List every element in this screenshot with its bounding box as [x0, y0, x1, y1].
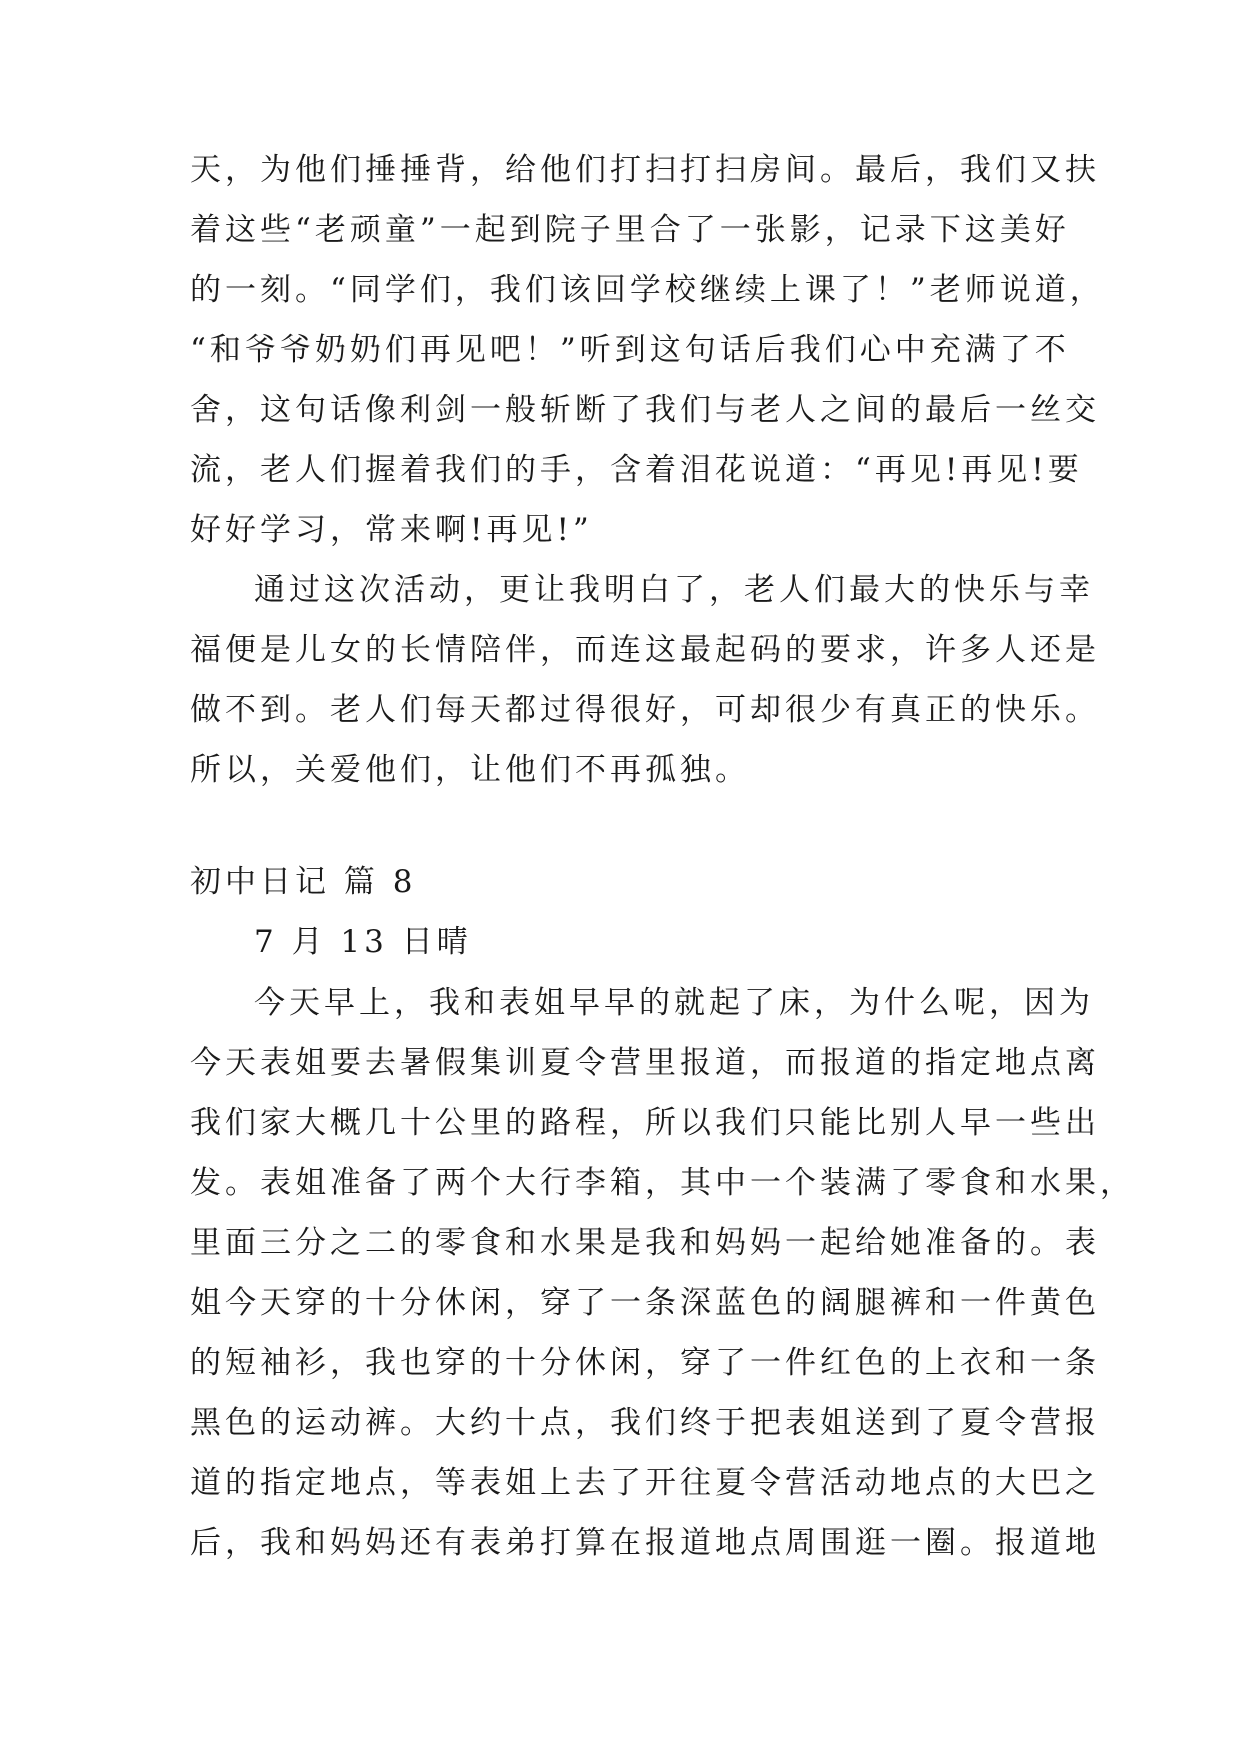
date-line: 7 月 13 日晴	[254, 924, 472, 960]
paragraph-line: 好好学习，常来啊!再见!”	[190, 512, 593, 548]
paragraph-line: 姐今天穿的十分休闲，穿了一条深蓝色的阔腿裤和一件黄色	[190, 1285, 1100, 1321]
section-title: 初中日记 篇 8	[190, 864, 417, 900]
paragraph-line: 今天早上，我和表姐早早的就起了床，为什么呢，因为	[254, 985, 1094, 1021]
paragraph-line: 发。表姐准备了两个大行李箱，其中一个装满了零食和水果，	[190, 1165, 1135, 1201]
paragraph-line: 黑色的运动裤。大约十点，我们终于把表姐送到了夏令营报	[190, 1405, 1100, 1441]
paragraph-line: 后，我和妈妈还有表弟打算在报道地点周围逛一圈。报道地	[190, 1525, 1100, 1561]
paragraph-line: “和爷爷奶奶们再见吧！”听到这句话后我们心中充满了不	[190, 332, 1070, 368]
paragraph-line: 舍，这句话像利剑一般斩断了我们与老人之间的最后一丝交	[190, 392, 1100, 428]
paragraph-line: 天，为他们捶捶背，给他们打扫打扫房间。最后，我们又扶	[190, 152, 1100, 188]
paragraph-line: 的短袖衫，我也穿的十分休闲，穿了一件红色的上衣和一条	[190, 1345, 1100, 1381]
paragraph-line: 所以，关爱他们，让他们不再孤独。	[190, 752, 750, 788]
paragraph-line: 的一刻。“同学们，我们该回学校继续上课了！”老师说道，	[190, 272, 1105, 308]
paragraph-line: 里面三分之二的零食和水果是我和妈妈一起给她准备的。表	[190, 1225, 1100, 1261]
paragraph-line: 做不到。老人们每天都过得很好，可却很少有真正的快乐。	[190, 692, 1100, 728]
paragraph-line: 道的指定地点，等表姐上去了开往夏令营活动地点的大巴之	[190, 1465, 1100, 1501]
paragraph-line: 今天表姐要去暑假集训夏令营里报道，而报道的指定地点离	[190, 1045, 1100, 1081]
paragraph-line: 流，老人们握着我们的手，含着泪花说道：“再见!再见!要	[190, 452, 1083, 488]
paragraph-line: 通过这次活动，更让我明白了，老人们最大的快乐与幸	[254, 572, 1094, 608]
paragraph-line: 福便是儿女的长情陪伴，而连这最起码的要求，许多人还是	[190, 632, 1100, 668]
paragraph-line: 着这些“老顽童”一起到院子里合了一张影，记录下这美好	[190, 212, 1070, 248]
paragraph-line: 我们家大概几十公里的路程，所以我们只能比别人早一些出	[190, 1105, 1100, 1141]
